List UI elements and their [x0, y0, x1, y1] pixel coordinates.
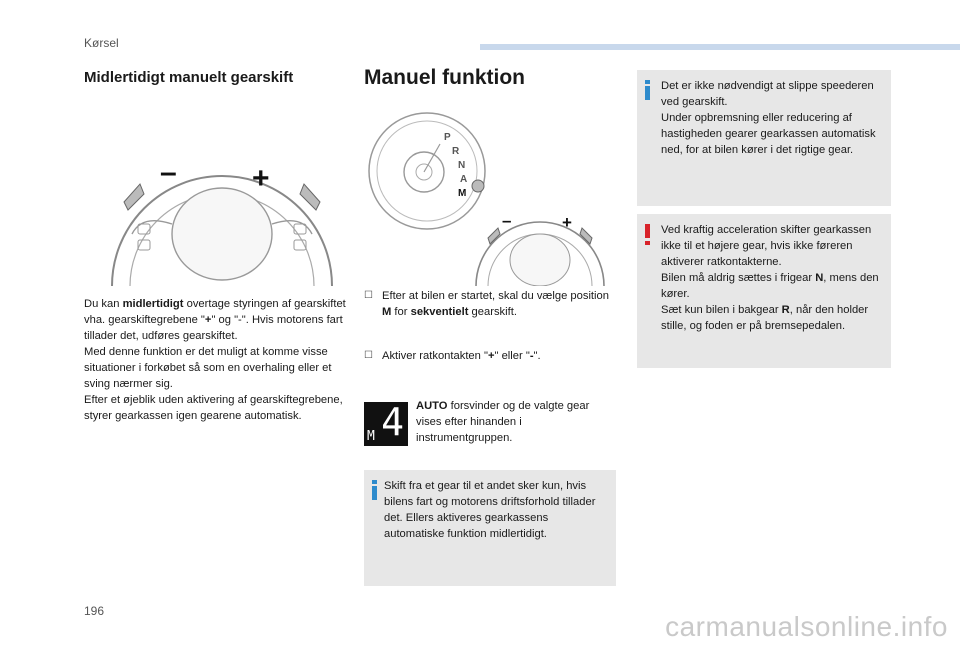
selector-letter-p: P	[444, 132, 451, 143]
wheel-plus-label: +	[252, 162, 270, 195]
watermark: carmanualsonline.info	[665, 611, 948, 642]
left-paragraph-3: Efter et øjeblik uden aktivering af gearskiftegrebene, styrer gearkassen igen gearene automatisk.	[84, 394, 343, 422]
info-box-right-text: Det er ikke nødvendigt at slippe speederen ved gearskift. Under opbremsning eller reducering af hastigheden gearer gearkassen automatisk ned, for at bilen kører i det rigtige gear.	[661, 80, 876, 156]
left-heading: Midlertidigt manuelt gearskift	[84, 69, 294, 86]
header-bar	[480, 44, 960, 50]
auto-text: AUTO forsvinder og de valgte gear vises efter hinanden i instrumentgruppen.	[416, 400, 590, 444]
checkbox-bullet-icon: ☐	[364, 350, 373, 361]
warning-box-text: Ved kraftig acceleration skifter gearkassen ikke til et højere gear, hvis ikke føreren aktiverer ratkontakterne. Bilen må aldrig sættes i frigear N, mens den kører. Sæt kun bilen i bakgear R, når den holder stille, og foden er på bremsepedalen.	[661, 224, 879, 332]
left-body	[84, 296, 346, 424]
checkbox-bullet-icon: ☐	[364, 290, 373, 301]
selector-letter-m: M	[458, 188, 467, 199]
gear-display-number: 4	[381, 400, 404, 444]
bullet-activate-switch: ☐ Aktiver ratkontakten "+" eller "-".	[364, 350, 541, 362]
info-box-right	[637, 70, 891, 206]
selector-letter-r: R	[452, 146, 460, 157]
selector-letter-a: A	[460, 174, 468, 185]
gear-display-icon	[364, 402, 408, 446]
bullet-select-m: ☐ Efter at bilen er startet, skal du vælge position M for sekventielt gearskift.	[364, 290, 609, 318]
info-icon	[645, 86, 650, 100]
steering-wheel-figure	[102, 114, 342, 286]
selector-letter-n: N	[458, 160, 466, 171]
info-icon	[372, 486, 377, 500]
info-box-middle	[364, 470, 616, 586]
warning-icon	[645, 224, 650, 238]
small-wheel-minus-label: –	[502, 211, 512, 230]
left-paragraph-1: Du kan midlertidigt overtage styringen af gearskiftet vha. gearskiftegrebene "+" og "-". Hvis motorens fart tillader det, udføres gearskiftet.	[84, 298, 346, 342]
warning-box	[637, 214, 891, 368]
page-number: 196	[84, 604, 105, 618]
small-wheel-plus-label: +	[562, 213, 572, 232]
gear-display-mode: M	[367, 429, 375, 444]
wheel-minus-label: –	[160, 156, 177, 189]
left-paragraph-2: Med denne funktion er det muligt at komme visse situationer i forkøbet så som en overhaling eller et sving nærmer sig.	[84, 346, 332, 390]
section-label: Kørsel	[84, 36, 119, 50]
middle-heading: Manuel funktion	[364, 66, 525, 89]
info-box-middle-text: Skift fra et gear til et andet sker kun, hvis bilens fart og motorens driftsforhold tillader det. Ellers aktiveres gearkassens automatiske funktion midlertidigt.	[384, 480, 596, 540]
steering-wheel-small-figure	[470, 188, 610, 286]
